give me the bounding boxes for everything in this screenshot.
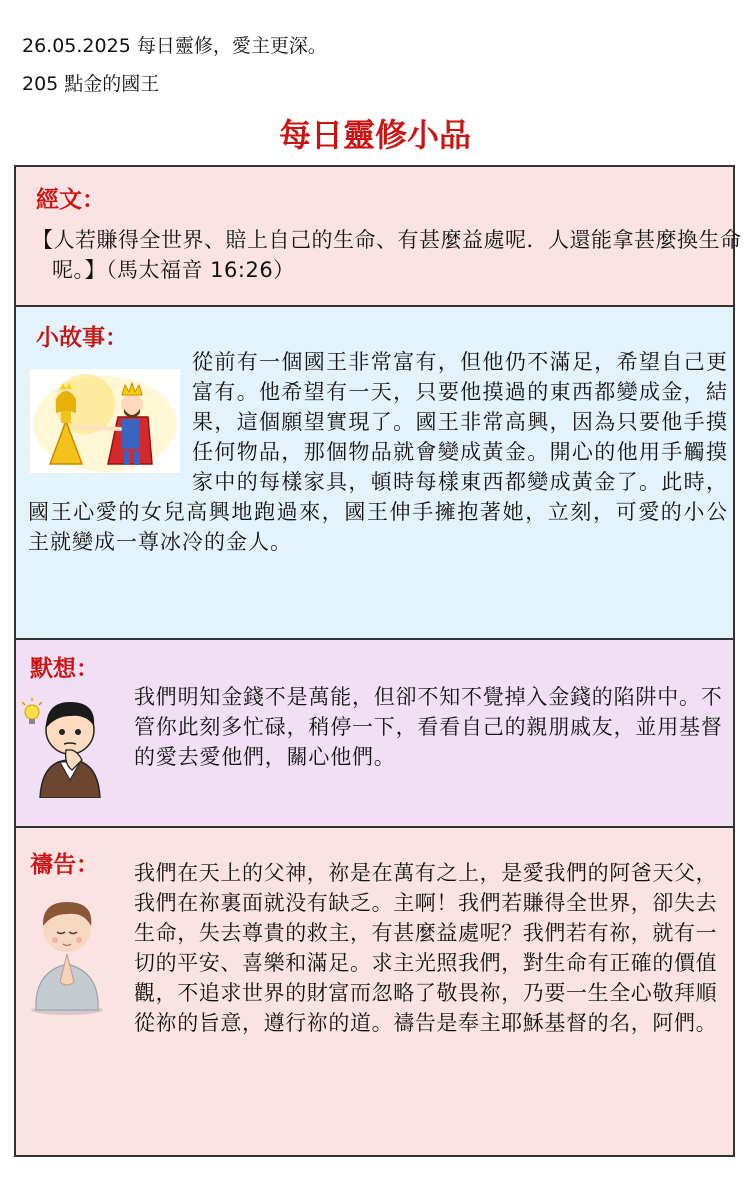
prayer-section bbox=[16, 828, 733, 1155]
praying-boy-illustration bbox=[24, 892, 110, 1016]
story-text: 從前有一個國王非常富有，但他仍不滿足，希望自己更富有。他希望有一天，只要他摸過的東西都變成金，結果，這個願望實現了。國王非常高興，因為只要他手摸任何物品，那個物品就會變成黃金。開心的他用手觸摸家中的每樣家具，頓時每樣東西都變成黃金了。此時，國王心愛的女兒高興地跑過來，國王伸手擁抱著她，立刻，可愛的小公主就變成一尊冰冷的金人。 bbox=[28, 350, 728, 554]
scripture-section bbox=[16, 167, 742, 307]
king-and-princess-illustration bbox=[30, 369, 180, 473]
meditation-section bbox=[16, 640, 733, 828]
scripture-heading: 經文： bbox=[36, 187, 105, 213]
header-date-line: 26.05.2025 每日靈修，愛主更深。 bbox=[22, 35, 327, 57]
story-body bbox=[28, 347, 728, 557]
thinking-boy-illustration bbox=[20, 690, 116, 798]
scripture-text: 【人若賺得全世界、賠上自己的生命、有甚麼益處呢．人還能拿甚麼換生命呢。】（馬太福音 16:26） bbox=[32, 228, 742, 282]
meditation-text: 我們明知金錢不是萬能，但卻不知不覺掉入金錢的陷阱中。不管你此刻多忙碌，稍停一下，看看自己的親朋戚友，並用基督的愛去愛他們，關心他們。 bbox=[134, 685, 723, 769]
header-topic-line: 205 點金的國王 bbox=[22, 73, 160, 95]
meditation-heading: 默想： bbox=[30, 656, 99, 682]
story-heading: 小故事： bbox=[36, 325, 128, 351]
devotional-box bbox=[14, 165, 742, 1157]
prayer-heading: 禱告： bbox=[30, 852, 99, 878]
page-title: 每日靈修小品 bbox=[278, 116, 471, 154]
prayer-text: 我們在天上的父神，祢是在萬有之上，是愛我們的阿爸天父，我們在祢裏面就没有缺乏。主啊！我們若賺得全世界，卻失去生命，失去尊貴的救主，有甚麼益處呢？我們若有祢，就有一切的平安、喜樂和滿足。求主光照我們，對生命有正確的價值觀，不追求世界的財富而忽略了敬畏祢，乃要一生全心敬拜順從祢的旨意，遵行祢的道。禱告是奉主耶穌基督的名，阿們。 bbox=[134, 861, 718, 1035]
story-section bbox=[16, 307, 733, 640]
